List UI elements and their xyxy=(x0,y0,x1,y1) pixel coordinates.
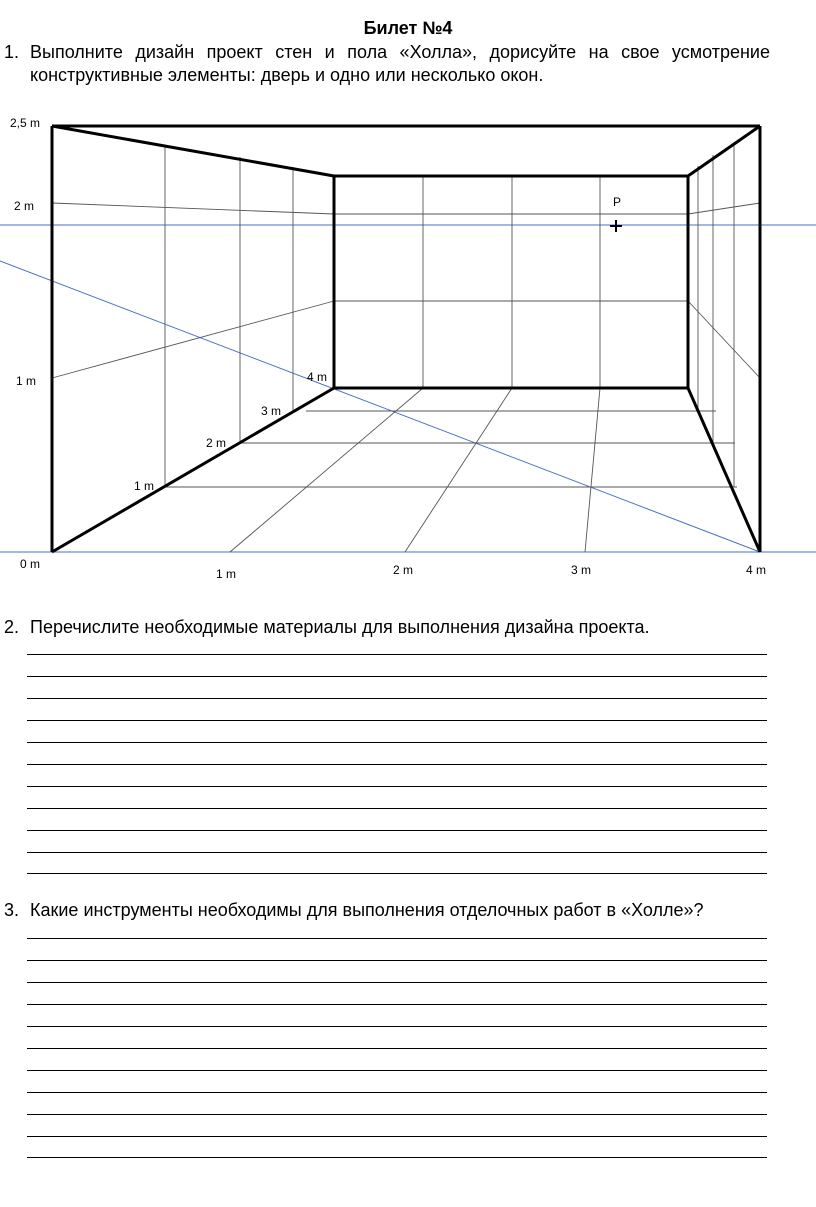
answer-line[interactable] xyxy=(27,1114,767,1115)
answer-line[interactable] xyxy=(27,808,767,809)
answer-line[interactable] xyxy=(27,698,767,699)
diagonal-guide-line xyxy=(0,261,760,552)
right-wall-2m-line xyxy=(688,203,760,214)
answer-line[interactable] xyxy=(27,830,767,831)
depth-label-4m: 4 m xyxy=(307,370,328,384)
height-label-1m: 1 m xyxy=(16,374,37,388)
answer-line[interactable] xyxy=(27,1157,767,1158)
perspective-room-drawing xyxy=(0,0,816,600)
left-wall-1m-line xyxy=(52,301,334,378)
back-wall-frame xyxy=(334,176,688,388)
ticket-title: Билет №4 xyxy=(363,18,453,38)
left-wall-2m-line xyxy=(52,203,334,214)
answer-line[interactable] xyxy=(27,676,767,677)
floor-width-line xyxy=(230,388,423,552)
answer-line[interactable] xyxy=(27,1026,767,1027)
answer-line[interactable] xyxy=(27,720,767,721)
answer-line[interactable] xyxy=(27,1070,767,1071)
answer-line[interactable] xyxy=(27,786,767,787)
answer-line[interactable] xyxy=(27,938,767,939)
width-label-3m: 3 m xyxy=(571,563,592,577)
answer-line[interactable] xyxy=(27,1092,767,1093)
floor-width-line xyxy=(585,388,600,552)
answer-line[interactable] xyxy=(27,1136,767,1137)
point-p-label: P xyxy=(613,195,622,209)
answer-line[interactable] xyxy=(27,742,767,743)
right-wall-1m-line xyxy=(688,301,760,378)
answer-line[interactable] xyxy=(27,1048,767,1049)
width-label-2m: 2 m xyxy=(393,563,414,577)
height-label-2m: 2 m xyxy=(14,199,35,213)
depth-label-3m: 3 m xyxy=(261,404,282,418)
width-label-4m: 4 m xyxy=(746,563,767,577)
height-label-2-5m: 2,5 m xyxy=(10,116,41,130)
floor-right-edge xyxy=(688,388,760,552)
vanishing-point-p xyxy=(610,220,622,232)
question-1-text: Выполните дизайн проект стен и пола «Холла», дорисуйте на свое усмотрение конструктивные элементы: дверь и одно или несколько окон. xyxy=(30,42,770,85)
depth-label-1m: 1 m xyxy=(134,479,155,493)
question-1-number: 1. xyxy=(4,42,20,62)
answer-line[interactable] xyxy=(27,1004,767,1005)
floor-width-line xyxy=(405,388,512,552)
floor-left-edge xyxy=(52,388,334,552)
ceiling-right-edge xyxy=(688,126,760,176)
answer-line[interactable] xyxy=(27,982,767,983)
width-label-1m: 1 m xyxy=(216,567,237,581)
ceiling-left-edge xyxy=(52,126,334,176)
question-2-number: 2. xyxy=(4,617,20,637)
question-3-number: 3. xyxy=(4,900,20,920)
question-2-text: Перечислите необходимые материалы для выполнения дизайна проекта. xyxy=(30,617,650,637)
height-label-0m: 0 m xyxy=(20,557,41,571)
depth-label-2m: 2 m xyxy=(206,436,227,450)
answer-line[interactable] xyxy=(27,654,767,655)
answer-line[interactable] xyxy=(27,873,767,874)
answer-line[interactable] xyxy=(27,960,767,961)
room-frame xyxy=(52,126,760,552)
answer-line[interactable] xyxy=(27,764,767,765)
answer-line[interactable] xyxy=(27,852,767,853)
question-3-text: Какие инструменты необходимы для выполнения отделочных работ в «Холле»? xyxy=(30,900,704,920)
